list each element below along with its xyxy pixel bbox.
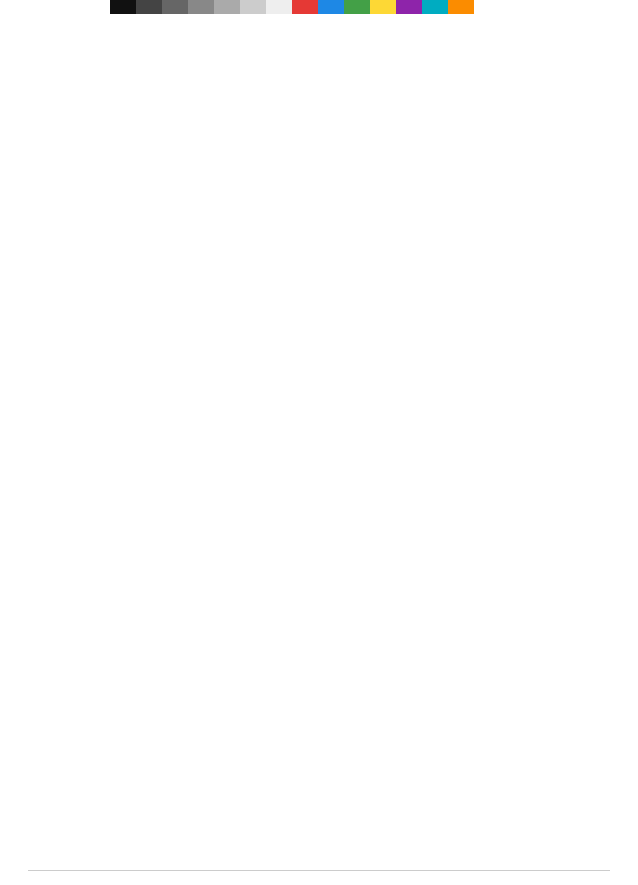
color-swatch — [344, 0, 370, 14]
color-swatch — [318, 0, 344, 14]
color-swatch — [396, 0, 422, 14]
color-swatch — [136, 0, 162, 14]
color-swatch — [188, 0, 214, 14]
color-swatch — [370, 0, 396, 14]
color-swatch — [214, 0, 240, 14]
color-swatch — [422, 0, 448, 14]
color-swatch — [110, 0, 136, 14]
footer-divider — [28, 870, 610, 871]
color-swatch — [162, 0, 188, 14]
color-swatch — [448, 0, 474, 14]
color-calibration-strip — [110, 0, 474, 14]
color-swatch — [292, 0, 318, 14]
color-swatch — [240, 0, 266, 14]
color-swatch — [266, 0, 292, 14]
